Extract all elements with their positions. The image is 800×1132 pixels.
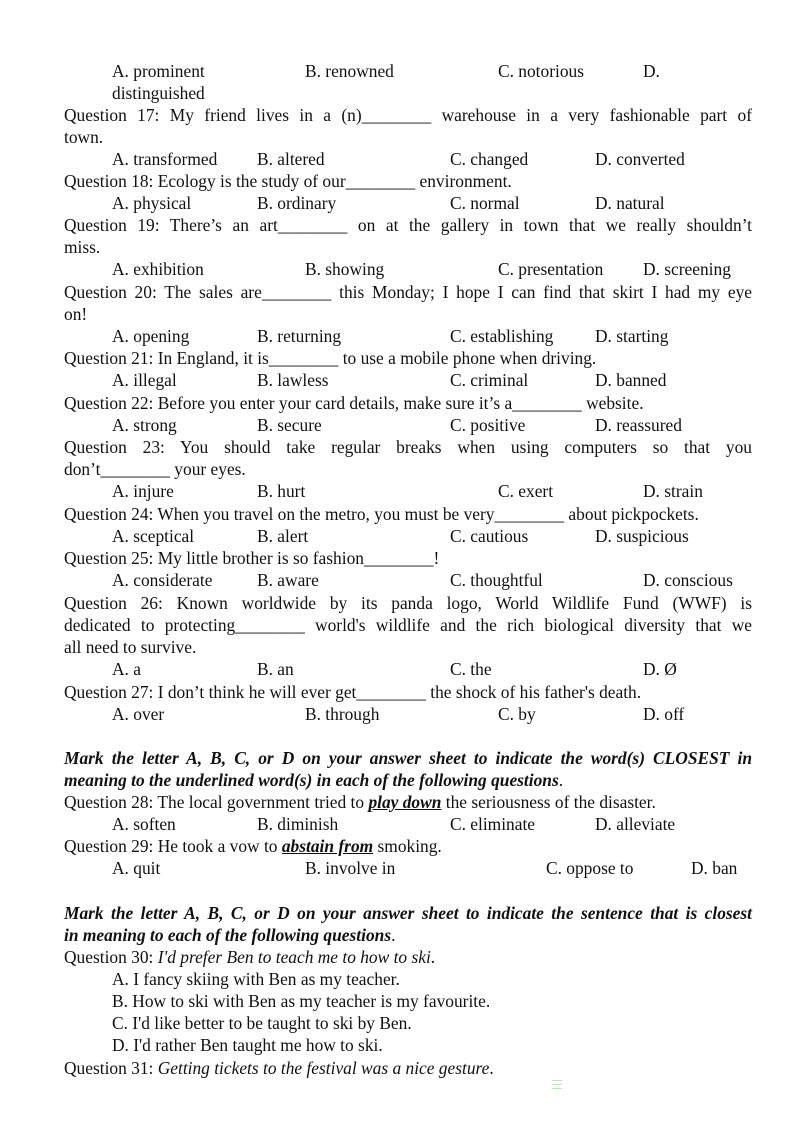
option-a: A. considerate [112,570,213,590]
option-b: B. ordinary [257,193,337,213]
question-stem: Question 18: Ecology is the study of our________ environment. [64,171,512,191]
option-d: D. Ø [643,659,677,679]
option-b: B. hurt [257,481,306,501]
option-c: C. exert [498,481,554,501]
option-c: C. changed [450,149,529,169]
option-d: D. conscious [643,570,733,590]
question-stem-continuation: miss. [64,237,101,257]
option-d: D. alleviate [595,814,676,834]
question-stem: Question 20: The sales are________ this Monday; I hope I can find that skirt I had my eye [64,282,752,302]
option-a: A. physical [112,193,192,213]
option-c: C. the [450,659,492,679]
stem-prefix: Question 28: The local government tried to [64,792,369,812]
instruction-text: in meaning to each of the following questions [64,925,392,945]
option-d: D. natural [595,193,665,213]
option-c: C. criminal [450,370,529,390]
option-a: A. opening [112,326,190,346]
option-c: C. cautious [450,526,529,546]
option-b: B. showing [305,259,385,279]
option-c: C. I'd like better to be taught to ski by Ben. [112,1013,412,1033]
option-a: A. illegal [112,370,177,390]
question-stem: Question 24: When you travel on the metro, you must be very________ about pickpockets. [64,504,699,524]
stem-sentence: Getting tickets to the festival was a nice gesture [157,1058,490,1078]
option-c: C. positive [450,415,526,435]
question-stem-continuation: dedicated to protecting________ world's wildlife and the rich biological diversity that we [64,615,752,635]
option-d: D. ban [691,858,738,878]
instruction-line: Mark the letter A, B, C, or D on your answer sheet to indicate the sentence that is closest [64,903,752,923]
option-a: A. prominent [112,61,205,81]
instruction-line: Mark the letter A, B, C, or D on your answer sheet to indicate the word(s) CLOSEST in [64,748,752,768]
question-stem [64,835,752,857]
option-d: D. banned [595,370,667,390]
option-b: B. an [257,659,294,679]
option-d: D. strain [643,481,703,501]
option-c: C. normal [450,193,520,213]
option-a: A. I fancy skiing with Ben as my teacher. [112,969,400,989]
question-stem: Question 26: Known worldwide by its panda logo, World Wildlife Fund (WWF) is [64,593,752,613]
option-b: B. aware [257,570,319,590]
option-c: C. oppose to [546,858,634,878]
stem-prefix: Question 30: [64,947,158,967]
option-a: A. over [112,704,165,724]
option-b: B. involve in [305,858,396,878]
option-a: A. strong [112,415,177,435]
option-a: A. exhibition [112,259,204,279]
option-d: D. I'd rather Ben taught me how to ski. [112,1035,383,1055]
option-b: B. returning [257,326,342,346]
option-a: A. sceptical [112,526,195,546]
question-stem [64,946,752,968]
question-stem: Question 21: In England, it is________ to use a mobile phone when driving. [64,348,597,368]
stem-suffix: the seriousness of the disaster. [441,792,656,812]
question-stem: Question 22: Before you enter your card details, make sure it’s a________ website. [64,393,644,413]
instruction-text: meaning to the underlined word(s) in each of the following questions [64,770,559,790]
option-b: B. alert [257,526,309,546]
instruction-period: . [391,925,396,945]
instruction-line [64,924,752,946]
option-b: B. renowned [305,61,394,81]
option-a: A. transformed [112,149,218,169]
option-a: A. quit [112,858,161,878]
option-d: D. starting [595,326,669,346]
option-b: B. altered [257,149,325,169]
stem-period: . [489,1058,494,1078]
stem-prefix: Question 29: He took a vow to [64,836,282,856]
option-b: B. secure [257,415,322,435]
option-c: C. presentation [498,259,604,279]
option-d: D. converted [595,149,685,169]
option-b: B. How to ski with Ben as my teacher is my favourite. [112,991,491,1011]
question-stem-continuation: don’t________ your eyes. [64,459,246,479]
option-a: A. soften [112,814,176,834]
option-d-continuation: distinguished [112,83,205,103]
option-d: D. [643,61,660,81]
underlined-phrase: play down [368,792,442,812]
question-stem: Question 23: You should take regular breaks when using computers so that you [64,437,752,457]
option-a: A. injure [112,481,174,501]
question-stem: Question 19: There’s an art________ on at the gallery in town that we really shouldn’t [64,215,752,235]
question-stem [64,791,752,813]
option-c: C. eliminate [450,814,536,834]
question-stem-continuation: all need to survive. [64,637,197,657]
page-mark-icon [552,1080,562,1092]
option-c: C. notorious [498,61,584,81]
underlined-phrase: abstain from [281,836,374,856]
stem-suffix: smoking. [373,836,442,856]
option-d: D. screening [643,259,731,279]
option-c: C. by [498,704,536,724]
stem-prefix: Question 31: [64,1058,158,1078]
question-stem [64,1057,752,1079]
option-d: D. suspicious [595,526,689,546]
option-b: B. diminish [257,814,339,834]
instruction-line [64,769,752,791]
stem-period: . [430,947,436,967]
stem-sentence: I'd prefer Ben to teach me to how to ski [157,947,431,967]
option-d: D. reassured [595,415,682,435]
question-stem-continuation: town. [64,127,104,147]
question-stem: Question 27: I don’t think he will ever get________ the shock of his father's death. [64,682,642,702]
instruction-period: . [558,770,564,790]
option-b: B. lawless [257,370,329,390]
option-c: C. establishing [450,326,554,346]
option-c: C. thoughtful [450,570,543,590]
question-stem: Question 17: My friend lives in a (n)________ warehouse in a very fashionable part of [64,105,752,125]
question-stem: Question 25: My little brother is so fashion________! [64,548,440,568]
option-a: A. a [112,659,141,679]
option-b: B. through [305,704,380,724]
question-stem-continuation: on! [64,304,88,324]
option-d: D. off [643,704,685,724]
